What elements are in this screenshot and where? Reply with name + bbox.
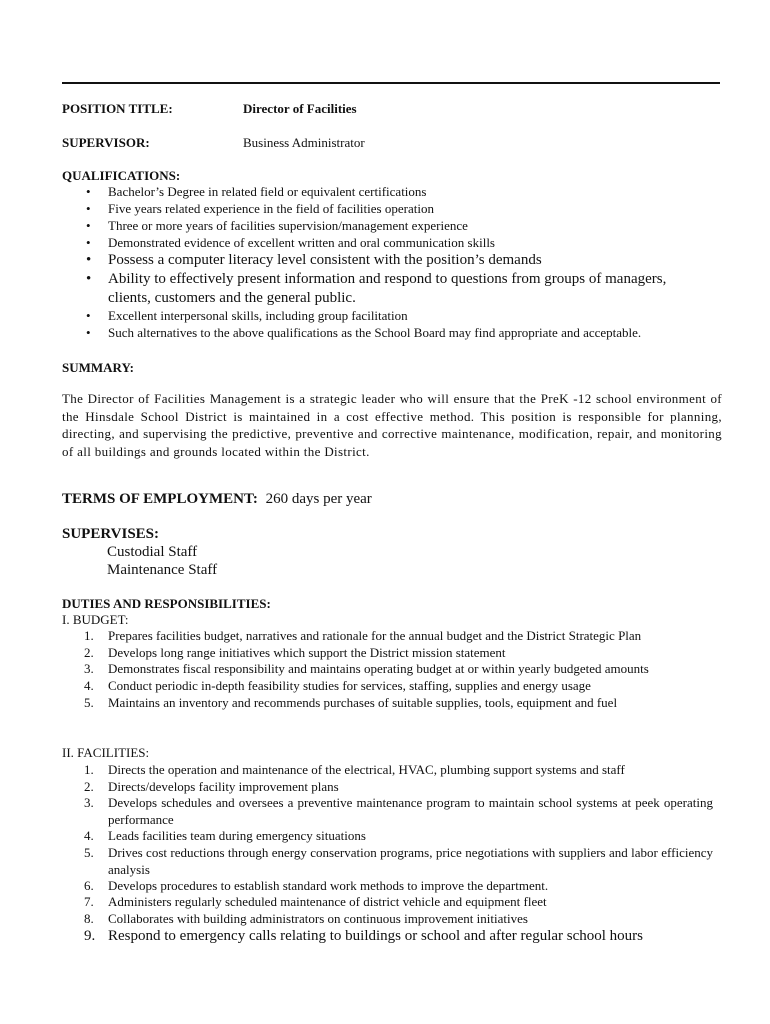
list-item: 9. Respond to emergency calls relating to buildings or school and after regular school hours bbox=[84, 928, 644, 944]
list-item: 3. Develops schedules and oversees a preventive maintenance program to maintain school systems at peek operating performance bbox=[84, 795, 713, 827]
list-item: 2. Directs/develops facility improvement plans bbox=[84, 779, 339, 794]
budget-heading: I. BUDGET: bbox=[62, 612, 129, 627]
facilities-heading: II. FACILITIES: bbox=[62, 745, 150, 760]
supervisor-value: Business Administrator bbox=[243, 135, 365, 150]
list-item: • Such alternatives to the above qualifications as the School Board may find appropriate and acceptable. bbox=[86, 325, 642, 340]
list-item: • Bachelor’s Degree in related field or equivalent certifications bbox=[86, 184, 427, 199]
summary-heading: SUMMARY: bbox=[62, 360, 135, 375]
bullet-icon: • bbox=[86, 271, 92, 287]
duties-heading: DUTIES AND RESPONSIBILITIES: bbox=[62, 596, 271, 611]
terms-value: 260 days per year bbox=[265, 491, 372, 507]
position-title-label: POSITION TITLE: bbox=[62, 101, 173, 116]
list-item: 5. Drives cost reductions through energy conservation programs, price negotiations with suppliers and labor efficiency analysis bbox=[84, 845, 713, 877]
terms-of-employment bbox=[62, 489, 372, 509]
bullet-icon: • bbox=[86, 252, 92, 268]
qualifications-heading: QUALIFICATIONS: bbox=[62, 168, 181, 183]
list-item: • Ability to effectively present information and respond to questions from groups of managers, bbox=[86, 271, 667, 287]
terms-label: TERMS OF EMPLOYMENT: bbox=[62, 491, 258, 507]
list-item: 1. Prepares facilities budget, narratives and rationale for the annual budget and the District Strategic Plan bbox=[84, 628, 642, 643]
bullet-icon: • bbox=[86, 325, 91, 340]
position-title-value: Director of Facilities bbox=[243, 101, 357, 116]
list-item: • Possess a computer literacy level consistent with the position’s demands bbox=[86, 252, 542, 268]
bullet-icon: • bbox=[86, 308, 91, 323]
list-item: 4. Conduct periodic in-depth feasibility studies for services, staffing, supplies and energy usage bbox=[84, 678, 591, 693]
summary-paragraph: The Director of Facilities Management is a strategic leader who will ensure that the PreK -12 school environment of the Hinsdale School District is maintained in a cost effective method. This position is responsible for planning, directing, and supervising the predictive, preventive and corrective maintenance, modification, repair, and monitoring of all buildings and grounds located within the District. bbox=[62, 391, 722, 459]
list-item: 3. Demonstrates fiscal responsibility and maintains operating budget at or within yearly budgeted amounts bbox=[84, 661, 649, 676]
budget-list bbox=[80, 627, 720, 711]
bullet-icon: • bbox=[86, 201, 91, 216]
bullet-icon: • bbox=[86, 235, 91, 250]
list-item: 4. Leads facilities team during emergency situations bbox=[84, 828, 366, 843]
list-item: 8. Collaborates with building administrators on continuous improvement initiatives bbox=[84, 911, 528, 926]
bullet-icon: • bbox=[86, 218, 91, 233]
supervisor-label: SUPERVISOR: bbox=[62, 135, 150, 150]
list-item: 5. Maintains an inventory and recommends purchases of suitable supplies, tools, equipment and fuel bbox=[84, 695, 618, 710]
list-item: 6. Develops procedures to establish standard work methods to improve the department. bbox=[84, 878, 549, 893]
list-item: 1. Directs the operation and maintenance of the electrical, HVAC, plumbing support systems and staff bbox=[84, 762, 625, 777]
supervises-item-custodial: Custodial Staff bbox=[107, 544, 198, 560]
list-item: • Excellent interpersonal skills, including group facilitation bbox=[86, 308, 408, 323]
list-item-continuation: clients, customers and the general public. bbox=[108, 290, 356, 306]
supervises-item-maintenance: Maintenance Staff bbox=[107, 562, 218, 578]
list-item: • Five years related experience in the field of facilities operation bbox=[86, 201, 434, 216]
bullet-icon: • bbox=[86, 184, 91, 199]
list-item: 7. Administers regularly scheduled maintenance of district vehicle and equipment fleet bbox=[84, 894, 547, 909]
supervises-heading: SUPERVISES: bbox=[62, 526, 160, 542]
qualifications-list bbox=[80, 183, 666, 341]
list-item: • Demonstrated evidence of excellent written and oral communication skills bbox=[86, 235, 495, 250]
list-item: • Three or more years of facilities supervision/management experience bbox=[86, 218, 468, 233]
facilities-list bbox=[80, 761, 720, 946]
list-item: 2. Develops long range initiatives which support the District mission statement bbox=[84, 645, 506, 660]
top-rule bbox=[62, 82, 720, 84]
